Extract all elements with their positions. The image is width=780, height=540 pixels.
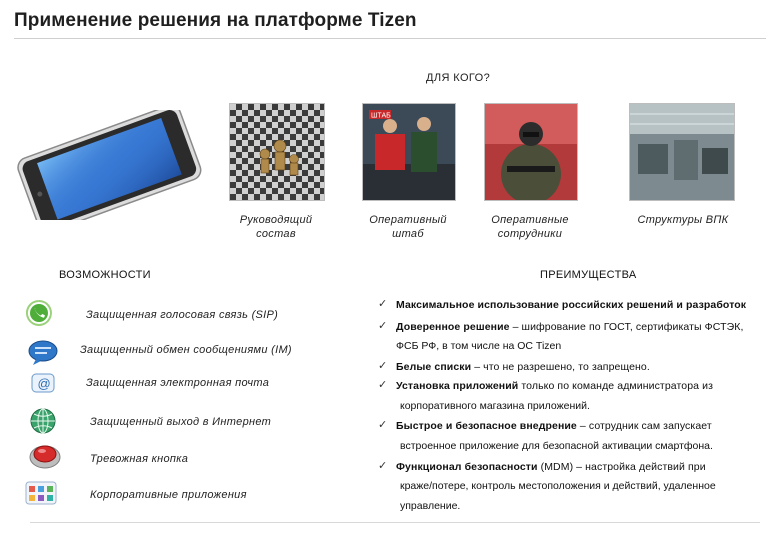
advantage-item: Максимальное использование российских решений и разработок <box>396 299 747 311</box>
smartphone-illustration <box>8 110 208 220</box>
advantage-item: Доверенное решение – шифрование по ГОСТ, сертификаты ФСТЭК, <box>396 321 744 333</box>
capabilities-heading: ВОЗМОЖНОСТИ <box>59 269 151 281</box>
operational-hq-photo <box>362 103 456 201</box>
leadership-photo <box>229 103 325 201</box>
advantage-item: Быстрое и безопасное внедрение – сотрудник сам запускает <box>396 420 712 432</box>
check-icon: ✓ <box>378 320 388 332</box>
advantages-heading: ПРЕИМУЩЕСТВА <box>540 269 637 281</box>
capability-alarm: Тревожная кнопка <box>90 453 189 465</box>
advantage-continuation: встроенное приложение для безопасной активации смартфона. <box>400 440 713 452</box>
advantage-item: Белые списки – что не разрешено, то запрещено. <box>396 361 650 373</box>
chat-icon <box>24 337 62 367</box>
advantage-continuation: ФСБ РФ, в том числе на ОС Tizen <box>396 340 562 352</box>
title-divider <box>14 38 766 39</box>
capability-email: Защищенная электронная почта <box>86 377 270 389</box>
capability-voice: Защищенная голосовая связь (SIP) <box>86 309 279 321</box>
slide-title: Применение решения на платформе Tizen <box>14 10 417 31</box>
capability-internet: Защищенный выход в Интернет <box>90 416 272 428</box>
advantage-continuation: корпоративного магазина приложений. <box>400 400 590 412</box>
svg-text:@: @ <box>37 376 51 391</box>
check-icon: ✓ <box>378 360 388 372</box>
shtab-sign: ШТАБ <box>371 112 391 120</box>
audience-caption-leadership: Руководящий состав <box>239 214 313 240</box>
apps-icon <box>22 478 60 508</box>
advantage-item: Функционал безопасности (MDM) – настройка действий при <box>396 461 706 473</box>
advantage-item: Установка приложений только по команде администратора из <box>396 380 713 392</box>
check-icon: ✓ <box>378 379 388 391</box>
audience-caption-operatives: Оперативные сотрудники <box>491 214 569 240</box>
advantage-continuation: краже/потере, контроль местоположения и действий, удаленное <box>400 480 716 492</box>
check-icon: ✓ <box>378 298 388 310</box>
phone-icon <box>20 298 58 328</box>
check-icon: ✓ <box>378 419 388 431</box>
alarm-button-icon <box>26 440 64 470</box>
capability-messaging: Защищенный обмен сообщениями (IM) <box>80 344 292 356</box>
audience-heading: ДЛЯ КОГО? <box>426 72 491 84</box>
globe-icon <box>24 406 62 436</box>
advantage-continuation: управление. <box>400 500 461 512</box>
defense-industry-photo <box>629 103 735 201</box>
mail-icon <box>24 368 62 398</box>
check-icon: ✓ <box>378 460 388 472</box>
operatives-photo <box>484 103 578 201</box>
audience-caption-hq: Оперативный штаб <box>369 214 447 240</box>
footer-divider <box>30 522 760 523</box>
capability-apps: Корпоративные приложения <box>90 489 247 501</box>
audience-caption-defense: Структуры ВПК <box>637 214 729 226</box>
